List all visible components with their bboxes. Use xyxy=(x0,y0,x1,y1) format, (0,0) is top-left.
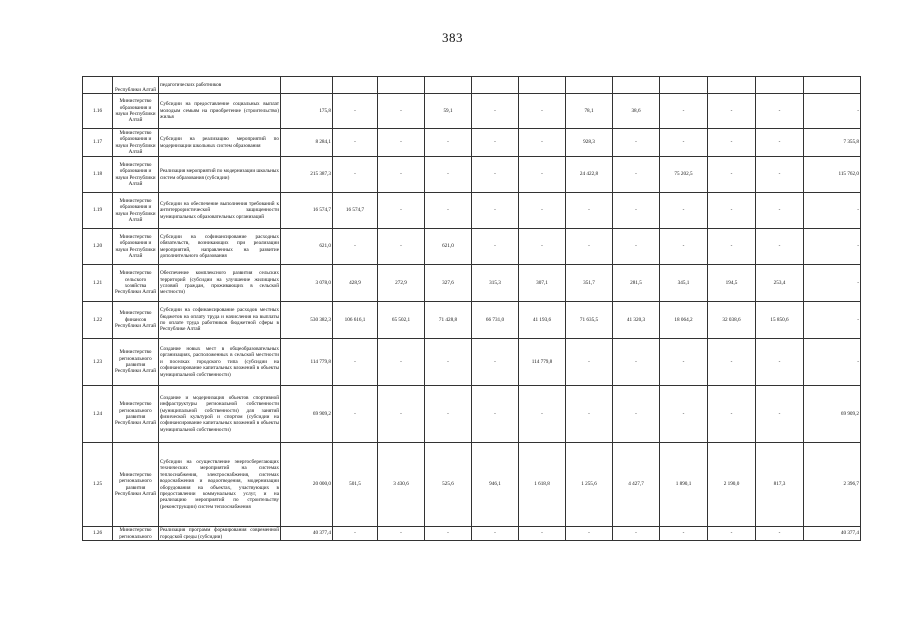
table-row xyxy=(83,193,861,229)
value-cell: 8 284,1 xyxy=(281,129,333,157)
value-cell xyxy=(425,77,472,94)
table-row xyxy=(83,77,861,94)
description-cell: Реализация мероприятий по модернизации школьных систем образования (субсидии) xyxy=(159,157,281,193)
value-cell: - xyxy=(804,193,861,229)
value-cell: - xyxy=(333,94,378,129)
value-cell: - xyxy=(566,229,613,265)
value-cell: - xyxy=(378,157,425,193)
value-cell: 40 377,4 xyxy=(804,527,861,541)
value-cell: - xyxy=(519,386,566,443)
executor-cell: Министерство образования и науки Республики Алтай xyxy=(113,229,159,265)
value-cell: - xyxy=(472,129,519,157)
value-cell: 18 064,2 xyxy=(660,302,708,339)
value-cell xyxy=(472,77,519,94)
executor-cell: Министерство регионального развития Республики Алтай xyxy=(113,339,159,386)
value-cell: 281,5 xyxy=(613,265,660,302)
budget-table xyxy=(82,76,861,541)
value-cell: - xyxy=(804,265,861,302)
executor-cell: Министерство образования и науки Республики Алтай xyxy=(113,193,159,229)
value-cell: - xyxy=(378,193,425,229)
value-cell: 345,1 xyxy=(660,265,708,302)
row-number-cell: 1.16 xyxy=(83,94,113,129)
value-cell: - xyxy=(472,94,519,129)
value-cell: - xyxy=(378,527,425,541)
executor-cell: Министерство финансов Республики Алтай xyxy=(113,302,159,339)
value-cell: 7 355,8 xyxy=(804,129,861,157)
row-number-cell: 1.20 xyxy=(83,229,113,265)
value-cell: 2 396,7 xyxy=(804,443,861,527)
value-cell: - xyxy=(660,94,708,129)
value-cell: 327,6 xyxy=(425,265,472,302)
value-cell: 194,5 xyxy=(708,265,756,302)
value-cell: - xyxy=(613,527,660,541)
value-cell: - xyxy=(660,386,708,443)
value-cell: 501,5 xyxy=(333,443,378,527)
value-cell: - xyxy=(708,527,756,541)
table-body xyxy=(83,77,861,541)
description-cell: Обеспечение комплексного развития сельских территорий (субсидии на улучшение жилищных условий граждан, проживающих в сельской местности) xyxy=(159,265,281,302)
value-cell: 2 190,0 xyxy=(708,443,756,527)
value-cell: 59,1 xyxy=(425,94,472,129)
value-cell: - xyxy=(472,339,519,386)
value-cell: 38,6 xyxy=(613,94,660,129)
value-cell: - xyxy=(660,527,708,541)
value-cell: 66 731,0 xyxy=(472,302,519,339)
value-cell: - xyxy=(472,193,519,229)
value-cell: - xyxy=(613,193,660,229)
value-cell: 1 618,8 xyxy=(519,443,566,527)
value-cell: 24 422,8 xyxy=(566,157,613,193)
value-cell: 175,8 xyxy=(281,94,333,129)
table-row xyxy=(83,386,861,443)
row-number-cell xyxy=(83,77,113,94)
value-cell: 41 320,3 xyxy=(613,302,660,339)
value-cell: - xyxy=(708,193,756,229)
value-cell: - xyxy=(613,229,660,265)
row-number-cell: 1.19 xyxy=(83,193,113,229)
description-cell: Субсидии на реализацию мероприятий по модернизации школьных систем образования xyxy=(159,129,281,157)
value-cell: 71 428,8 xyxy=(425,302,472,339)
value-cell: 32 038,6 xyxy=(708,302,756,339)
value-cell: 621,0 xyxy=(281,229,333,265)
value-cell: - xyxy=(660,229,708,265)
description-cell: Субсидии на софинансирование расходов местных бюджетов на оплату труда и начисления на выплаты по оплате труда работников бюджетной сферы в Республике Алтай xyxy=(159,302,281,339)
value-cell xyxy=(756,77,804,94)
value-cell: - xyxy=(566,339,613,386)
table-row xyxy=(83,339,861,386)
value-cell: - xyxy=(378,129,425,157)
value-cell: - xyxy=(378,386,425,443)
value-cell: - xyxy=(425,527,472,541)
executor-cell: Министерство регионального развития Республики Алтай xyxy=(113,386,159,443)
description-cell: Субсидии на предоставление социальных выплат молодым семьям на приобретение (строительство) жилья xyxy=(159,94,281,129)
value-cell: - xyxy=(519,157,566,193)
value-cell: - xyxy=(378,339,425,386)
value-cell: 530 382,3 xyxy=(281,302,333,339)
value-cell: - xyxy=(472,229,519,265)
page-number: 383 xyxy=(442,30,463,45)
value-cell: 4 427,7 xyxy=(613,443,660,527)
row-number-cell: 1.22 xyxy=(83,302,113,339)
table-row xyxy=(83,302,861,339)
value-cell: - xyxy=(756,193,804,229)
description-cell: Создание новых мест в общеобразовательных организациях, расположенных в сельской местности и поселках городского типа (субсидии на софинансирование капитальных вложений в объекты муниципальной собственности) xyxy=(159,339,281,386)
value-cell: - xyxy=(613,157,660,193)
value-cell: 75 202,5 xyxy=(660,157,708,193)
value-cell: 65 502,1 xyxy=(378,302,425,339)
value-cell: - xyxy=(708,94,756,129)
value-cell: 928,3 xyxy=(566,129,613,157)
value-cell: 69 909,2 xyxy=(281,386,333,443)
value-cell: 115 762,0 xyxy=(804,157,861,193)
value-cell: - xyxy=(804,302,861,339)
value-cell: - xyxy=(378,229,425,265)
value-cell: - xyxy=(472,157,519,193)
value-cell: - xyxy=(333,229,378,265)
table-row xyxy=(83,157,861,193)
value-cell: - xyxy=(756,386,804,443)
row-number-cell: 1.24 xyxy=(83,386,113,443)
value-cell: - xyxy=(519,527,566,541)
value-cell: 106 616,1 xyxy=(333,302,378,339)
value-cell: 78,1 xyxy=(566,94,613,129)
value-cell: - xyxy=(333,339,378,386)
value-cell: - xyxy=(425,386,472,443)
value-cell: - xyxy=(519,193,566,229)
value-cell: 3 430,6 xyxy=(378,443,425,527)
value-cell: 114 779,8 xyxy=(281,339,333,386)
value-cell: - xyxy=(333,157,378,193)
value-cell xyxy=(519,77,566,94)
row-number-cell: 1.17 xyxy=(83,129,113,157)
description-cell: Субсидии на обеспечение выполнения требований к антитеррористической защищенности муниципальных образовательных организаций xyxy=(159,193,281,229)
value-cell: 428,9 xyxy=(333,265,378,302)
value-cell xyxy=(333,77,378,94)
description-cell: Субсидии на осуществление энергосберегающих технических мероприятий на системах теплоснабжения, электроснабжения, системах водоснабжения и водоотведения, модернизации оборудования на объектах, участвующих в предоставлении коммунальных услуг, и на реализацию мероприятий по строительству (реконструкции) систем теплоснабжения xyxy=(159,443,281,527)
value-cell: 315,3 xyxy=(472,265,519,302)
value-cell: 817,3 xyxy=(756,443,804,527)
value-cell: - xyxy=(425,157,472,193)
value-cell: 69 909,2 xyxy=(804,386,861,443)
executor-cell: Министерство регионального развития Республики Алтай xyxy=(113,443,159,527)
value-cell: 71 635,5 xyxy=(566,302,613,339)
value-cell xyxy=(804,77,861,94)
executor-cell: Министерство образования и науки Республики Алтай xyxy=(113,157,159,193)
row-number-cell: 1.26 xyxy=(83,527,113,541)
value-cell: 15 850,6 xyxy=(756,302,804,339)
value-cell: - xyxy=(378,94,425,129)
value-cell: - xyxy=(519,229,566,265)
value-cell xyxy=(660,77,708,94)
value-cell: 272,9 xyxy=(378,265,425,302)
value-cell: - xyxy=(660,193,708,229)
value-cell xyxy=(566,77,613,94)
description-cell: Субсидии на софинансирование расходных обязательств, возникающих при реализации мероприятий, направленных на развитие дополнительного образования xyxy=(159,229,281,265)
executor-cell: Министерство сельского хозяйства Республики Алтай xyxy=(113,265,159,302)
value-cell: 16 574,7 xyxy=(281,193,333,229)
value-cell: - xyxy=(425,339,472,386)
description-cell: Реализация программ формирования современной городской среды (субсидии) xyxy=(160,527,279,540)
value-cell: - xyxy=(566,386,613,443)
value-cell: - xyxy=(756,527,804,541)
value-cell: 16 574,7 xyxy=(333,193,378,229)
executor-cell: Министерство образования и науки Республики Алтай xyxy=(113,94,159,129)
value-cell: 114 779,8 xyxy=(519,339,566,386)
row-number-cell: 1.23 xyxy=(83,339,113,386)
value-cell: - xyxy=(804,229,861,265)
description-cell: Создание и модернизация объектов спортивной инфраструктуры региональной собственности (муниципальной собственности) для занятий физической культурой и спортом (субсидии на софинансирование капитальных вложений в объекты муниципальной собственности) xyxy=(159,386,281,443)
value-cell: - xyxy=(756,94,804,129)
value-cell: - xyxy=(804,94,861,129)
value-cell: - xyxy=(425,193,472,229)
value-cell: 1 255,6 xyxy=(566,443,613,527)
value-cell: - xyxy=(756,157,804,193)
table-row xyxy=(83,527,861,541)
table-row xyxy=(83,94,861,129)
value-cell: - xyxy=(333,386,378,443)
value-cell: - xyxy=(519,94,566,129)
value-cell: 946,1 xyxy=(472,443,519,527)
value-cell: - xyxy=(708,229,756,265)
value-cell: - xyxy=(660,129,708,157)
value-cell: - xyxy=(708,386,756,443)
value-cell: - xyxy=(566,527,613,541)
value-cell: - xyxy=(756,229,804,265)
value-cell xyxy=(708,77,756,94)
value-cell: 215 387,3 xyxy=(281,157,333,193)
executor-cell: Министерство образования и науки Республики Алтай xyxy=(113,129,159,157)
value-cell: - xyxy=(566,193,613,229)
value-cell: - xyxy=(333,129,378,157)
value-cell: - xyxy=(519,129,566,157)
value-cell: - xyxy=(756,129,804,157)
value-cell: - xyxy=(660,339,708,386)
value-cell: - xyxy=(804,339,861,386)
value-cell: - xyxy=(472,527,519,541)
value-cell: 3 078,0 xyxy=(281,265,333,302)
value-cell: - xyxy=(708,339,756,386)
value-cell: 40 377,4 xyxy=(281,527,333,541)
value-cell: 351,7 xyxy=(566,265,613,302)
value-cell: - xyxy=(425,129,472,157)
value-cell: - xyxy=(708,129,756,157)
value-cell: 1 890,1 xyxy=(660,443,708,527)
table-row xyxy=(83,129,861,157)
value-cell: 621,0 xyxy=(425,229,472,265)
value-cell: - xyxy=(756,339,804,386)
description-cell: педагогических работников xyxy=(159,77,281,94)
value-cell: - xyxy=(613,386,660,443)
row-number-cell: 1.21 xyxy=(83,265,113,302)
value-cell: - xyxy=(613,129,660,157)
executor-cell: Министерство регионального xyxy=(113,527,159,541)
value-cell: 253,4 xyxy=(756,265,804,302)
value-cell: 20 000,0 xyxy=(281,443,333,527)
value-cell: 307,1 xyxy=(519,265,566,302)
table-row xyxy=(83,229,861,265)
value-cell: - xyxy=(472,386,519,443)
value-cell: - xyxy=(613,339,660,386)
table-row xyxy=(83,265,861,302)
value-cell xyxy=(378,77,425,94)
value-cell xyxy=(613,77,660,94)
table-row xyxy=(83,443,861,527)
value-cell xyxy=(281,77,333,94)
value-cell: - xyxy=(708,157,756,193)
value-cell: 525,6 xyxy=(425,443,472,527)
executor-cell: Республики Алтай xyxy=(113,77,159,94)
row-number-cell: 1.25 xyxy=(83,443,113,527)
value-cell: 41 193,6 xyxy=(519,302,566,339)
value-cell: - xyxy=(333,527,378,541)
row-number-cell: 1.18 xyxy=(83,157,113,193)
